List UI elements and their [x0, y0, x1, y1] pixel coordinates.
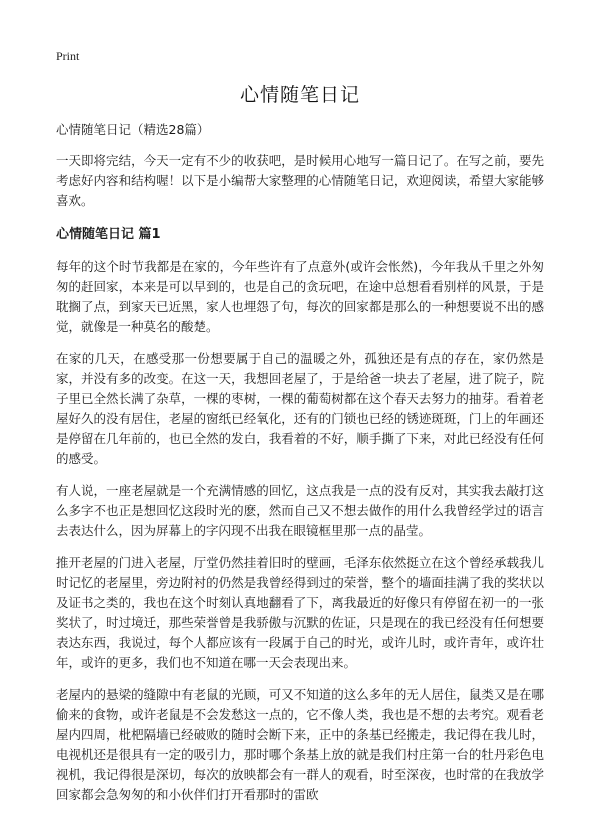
intro-paragraph: 一天即将完结，今天一定有不少的收获吧，是时候用心地写一篇日记了。在写之前，要先考虑好内容和结构喔！以下是小编帮大家整理的心情随笔日记，欢迎阅读，希望大家能够喜欢。 — [56, 153, 544, 208]
article-subtitle: 心情随笔日记（精选28篇） — [56, 122, 210, 137]
body-paragraph: 推开老屋的门进入老屋，厅堂仍然挂着旧时的壁画，毛泽东依然挺立在这个曾经承载我儿时记忆的老屋里，旁边附衬的仍然是我曾经得到过的荣誉，整个的墙面挂满了我的奖状以及证书之类的，我也在这个时刻认真地翻看了下，离我最近的好像只有停留在初一的一张奖状了，时过境迁，那些荣誉曾是我骄傲与沉默的佐证，只是现在的我已经没有任何想要表达东西，我说过，每个人都应该有一段属于自己的时光，或许儿时，或许青年，或许壮年，或许的更多，我们也不知道在哪一天会表现出来。 — [56, 555, 544, 670]
section-heading: 心情随笔日记 篇1 — [56, 227, 161, 242]
body-paragraph: 在家的几天，在感受那一份想要属于自己的温暖之外，孤独还是有点的存在，家仍然是家，并没有多的改变。在这一天，我想回老屋了，于是给爸一块去了老屋，进了院子，院子里已全然长满了杂草，一棵的枣树，一棵的葡萄树都在这个春天去努力的抽芽。看着老屋好久的没有居住，老屋的窗纸已经氧化，还有的门锁也已经的锈迹斑斑，门上的年画还是停留在几年前的，也已全然的发白，我看着的不好，顺手撕了下来，对此已经没有任何的感受。 — [56, 351, 544, 466]
body-paragraph: 每年的这个时节我都是在家的，今年些许有了点意外(或许会怅然)，今年我从千里之外匆匆的赶回家，本来是可以早到的，也是自己的贪玩吧，在途中总想看看别样的风景，于是耽搁了点，到家天已近黑，家人也埋怨了句，每次的回家都是那么的一种想要说不出的感觉，就像是一种莫名的酸楚。 — [56, 259, 544, 334]
page-title: 心情随笔日记 — [239, 84, 360, 106]
article-body — [56, 120, 544, 817]
body-paragraph: 有人说，一座老屋就是一个充满情感的回忆，这点我是一点的没有反对，其实我去敲打这么多字不也正是想回忆这段时光的麽，然而自己又不想去做作的用什么我曾经学过的语言去表达什么，因为屏幕上的字闪现不出我在眼镜框里那一点的晶莹。 — [56, 483, 544, 538]
body-paragraph: 老屋内的悬梁的缝隙中有老鼠的光顾，可又不知道的这么多年的无人居住，鼠类又是在哪偷来的食物，或许老鼠是不会发愁这一点的，它不像人类，我也是不想的去考究。观看老屋内四周，枇杷隔墙已经破败的随时会断下来，正中的条基已经搬走，我记得在我儿时，电视机还是很具有一定的吸引力，那时哪个条基上放的就是我们村庄第一台的牡丹彩色电视机，我记得很是深切，每次的放映都会有一群人的观看，时至深夜，也时常的在我放学回家都会急匆匆的和小伙伴们打开看那时的雷欧 — [56, 687, 544, 802]
print-link[interactable]: Print — [56, 49, 80, 63]
